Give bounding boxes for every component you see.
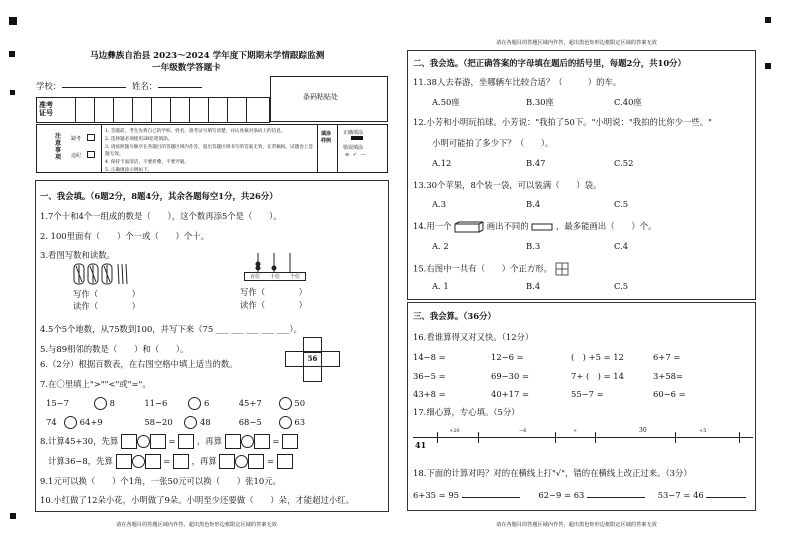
registration-mark — [765, 63, 771, 69]
question-16: 16.看谁算得又对又快。（12分） — [413, 332, 534, 342]
exam-id-cell[interactable] — [75, 98, 95, 122]
q15-options — [432, 281, 628, 291]
question-8a: 8.计算45+30，先算 = ，再算 = — [40, 434, 298, 449]
question-1: 1.7个十和4个一组成的数是（ ），这个数再添5个是（ ）。 — [40, 211, 282, 221]
q7-expr: 45+7 — [238, 398, 262, 408]
q3-read-1: 读作（ ） — [73, 301, 140, 311]
calc-item: 40+17 = — [491, 389, 530, 399]
note-line: 2. 选择题必须使用2B铅笔填涂。 — [105, 136, 173, 142]
q14-mid: 画出不同的 — [486, 221, 529, 231]
registration-mark — [10, 90, 15, 95]
option[interactable]: C.5 — [614, 281, 629, 291]
answer-box[interactable] — [248, 454, 264, 469]
name-field[interactable] — [158, 87, 202, 88]
exam-id-cell[interactable] — [151, 98, 171, 122]
q18-items — [413, 490, 746, 500]
question-15 — [413, 262, 569, 276]
option[interactable]: A.50座 — [432, 97, 460, 107]
q7-expr: 6 — [204, 398, 210, 408]
option[interactable]: B.3 — [526, 241, 541, 251]
question-7: 7.在〇里填上">""<"或"="。 — [40, 379, 151, 389]
question-12b: 小明可能拍了多少下？（ ）。 — [432, 138, 554, 148]
violation-checkbox[interactable] — [87, 151, 95, 158]
q7-expr: 15−7 — [46, 398, 70, 408]
compare-circle[interactable] — [279, 416, 292, 429]
question-17: 17.细心算，专心填。（5分） — [413, 407, 520, 417]
notes-side-label: 注意事项 — [55, 133, 62, 161]
section-2-heading: 二、我会选。（把正确答案的字母填在题后的括号里，每题2分，共10分） — [413, 58, 686, 68]
cuboid-icon — [454, 221, 484, 233]
registration-mark — [10, 513, 16, 519]
option[interactable]: B.30座 — [526, 97, 554, 107]
note-line: 5. 正确填涂示例如下。 — [105, 167, 153, 173]
operator-circle[interactable] — [137, 435, 150, 448]
chart-cell[interactable] — [285, 351, 304, 367]
exam-id-cell[interactable] — [113, 98, 133, 122]
section-1-heading: 一、我会填。（6题2分，8题4分，其余各题每空1分，共26分） — [40, 191, 278, 201]
option[interactable]: B.4 — [526, 281, 541, 291]
question-11: 11.38人去春游，坐哪辆车比较合适？（ ）的车。 — [413, 77, 622, 87]
school-label: 学校： — [36, 81, 62, 91]
compare-circle[interactable] — [64, 416, 77, 429]
option[interactable]: B.4 — [526, 199, 541, 209]
q12-options — [432, 158, 633, 168]
sample-label: 填涂样例 — [321, 131, 332, 144]
operator-circle[interactable] — [235, 455, 248, 468]
answer-box[interactable] — [145, 454, 161, 469]
q7-expr: 48 — [200, 417, 211, 427]
q14-suffix: ，最多能画出（ ）个。 — [556, 221, 657, 231]
tens-label: 十位 — [269, 274, 280, 280]
question-13: 13.30个苹果，8个装一袋，可以装满（ ）袋。 — [413, 180, 602, 190]
barcode-label: 条码粘贴处 — [303, 93, 338, 101]
q8a-prefix: 8.计算45+30，先算 — [40, 436, 119, 446]
compare-circle[interactable] — [184, 416, 197, 429]
operator-circle[interactable] — [132, 455, 145, 468]
q11-options — [432, 96, 642, 108]
stick-bundles — [73, 262, 129, 290]
chain-op: + — [573, 428, 578, 434]
question-2: 2. 100里面有（ ）个一或（ ）个十。 — [40, 231, 210, 241]
chart-cell-56: 56 — [303, 351, 322, 367]
barcode-area — [270, 76, 388, 122]
q14-options — [432, 241, 628, 251]
sample-wrong-label: 错误填涂 — [343, 145, 364, 151]
chain-start: 41 — [415, 440, 427, 450]
ones-label: 个位 — [289, 274, 300, 280]
wrong-sample-marks: ⊘ ✓ — — [345, 152, 367, 158]
q7-expr: 74 — [46, 417, 57, 427]
question-9: 9.1元可以换（ ）个1角，一张50元可以换（ ）张10元。 — [40, 476, 281, 486]
calc-item: 36−5 = — [413, 371, 446, 381]
question-10: 10.小红做了12朵小花，小明做了9朵。小明至少还要做（ ）朵，才能超过小红。 — [40, 495, 355, 505]
notes-lines — [105, 128, 315, 175]
q3-write-2: 写作（ ） — [240, 287, 307, 297]
calc-item: 7+ ( ) = 14 — [571, 371, 624, 381]
calc-item: 69−30 = — [491, 371, 530, 381]
answer-box[interactable] — [116, 454, 132, 469]
compare-circle[interactable] — [279, 397, 292, 410]
question-8b: 计算36−8，先算 = ，再算 = — [48, 454, 293, 469]
answer-box[interactable] — [173, 454, 189, 469]
violation-label: 违纪 — [71, 153, 82, 159]
exam-id-cell[interactable] — [208, 98, 228, 122]
q14-prefix: 14.用一个 — [413, 221, 452, 231]
exam-id-cell[interactable] — [170, 98, 190, 122]
q18-expr: 62−9 = 63 — [538, 490, 585, 500]
rectangle-icon — [531, 223, 553, 231]
q8b-mid: ，再算 — [191, 456, 217, 466]
q18-answer-line[interactable] — [587, 497, 645, 498]
q7-expr: 63 — [294, 417, 306, 427]
exam-id-cell[interactable] — [246, 98, 266, 122]
chart-cell[interactable] — [303, 366, 322, 382]
exam-id-cell[interactable] — [132, 98, 152, 122]
calc-item: 60−6 = — [653, 389, 686, 399]
calc-row — [413, 351, 713, 370]
exam-id-grid[interactable] — [36, 97, 270, 123]
calc-item: 55−7 = — [571, 389, 604, 399]
calc-item: 3+58= — [653, 371, 684, 381]
question-4: 4.5个5个地数，从75数到100，并写下来（75 ___ ___ ___ ___ ___）。 — [40, 324, 302, 334]
exam-id-label: 准考证号 — [39, 100, 53, 117]
section-3-heading: 三、我会算。（36分） — [413, 311, 496, 321]
answer-box[interactable] — [277, 454, 293, 469]
exam-id-cell[interactable] — [94, 98, 114, 122]
calc-row — [413, 370, 713, 389]
calc-item: 14−8 = — [413, 352, 446, 362]
question-5: 5.与89相邻的数是（ ）和（ ）。 — [40, 344, 189, 354]
hundred-chart-cross — [285, 337, 339, 383]
q18-answer-line[interactable] — [462, 497, 520, 498]
sample-correct-label: 正确填涂 — [343, 130, 364, 136]
q15-text: 15.右图中一共有（ ）个正方形。 — [413, 263, 552, 274]
operator-circle[interactable] — [241, 435, 254, 448]
question-18: 18.下面的计算对吗？对的在横线上打"√"，错的在横线上改正过来。（3分） — [413, 468, 692, 478]
note-line: 3. 请按照题号顺序在各题目的答题区域内作答，超出答题区域书写的答案无效，在草稿纸、试题卷上答题无效。 — [105, 144, 313, 158]
stick-bundle-icon — [73, 262, 129, 286]
q7-expr: 50 — [294, 398, 306, 408]
exam-subtitle: 一年级数学答题卡 — [152, 63, 221, 73]
chain-op: 30 — [639, 427, 647, 434]
q13-options — [432, 199, 628, 209]
option[interactable]: C.52 — [614, 158, 634, 168]
answer-box[interactable] — [219, 454, 235, 469]
name-label: 姓名： — [132, 81, 158, 91]
option[interactable]: C.5 — [614, 199, 629, 209]
hundreds-label: 百位 — [249, 274, 260, 280]
question-14 — [413, 220, 657, 233]
calc-item: ( ) +5 = 12 — [571, 352, 624, 362]
chart-cell[interactable] — [321, 351, 340, 367]
right-footer-note: 请在各题目的答题区域内作答，超出黑色矩形边框限定区域的答案无效 — [496, 522, 657, 528]
answer-box[interactable] — [121, 434, 137, 449]
q3-write-1: 写作（ ） — [73, 289, 140, 299]
calc-item: 6+7 = — [653, 352, 681, 362]
note-line: 4. 保持卡面清洁，不要折叠、不要弄破。 — [105, 160, 189, 166]
calc-item: 12−6 = — [491, 352, 524, 362]
question-12: 12.小芳和小明玩拍球。小芳说："我拍了50下。"小明说："我拍的比你少一些。" — [413, 117, 713, 127]
exam-id-cell[interactable] — [227, 98, 247, 122]
compare-circle[interactable] — [188, 397, 201, 410]
q7-expr: 11−6 — [144, 398, 168, 408]
left-footer-note: 请在各题目的答题区域内作答，超出黑色矩形边框限定区域的答案无效 — [116, 522, 277, 528]
right-top-note: 请在各题目的答题区域内作答，超出黑色矩形边框限定区域的答案无效 — [496, 40, 657, 46]
option[interactable]: A. 1 — [432, 281, 449, 291]
q18-expr: 53−7 = 46 — [657, 490, 704, 500]
chain-calculation — [413, 428, 753, 450]
q7-row-1 — [46, 397, 305, 410]
chain-op: +5 — [699, 428, 707, 434]
q8a-mid: ，再算 — [196, 436, 223, 446]
option[interactable]: A. 2 — [432, 241, 449, 251]
answer-box[interactable] — [178, 434, 194, 449]
calc-grid — [413, 351, 713, 408]
q7-expr: 8 — [109, 398, 116, 408]
q18-expr: 6+35 = 95 — [413, 490, 460, 500]
answer-box[interactable] — [225, 434, 241, 449]
note-line: 1. 答题前，考生先将自己的学校、姓名、准考证号填写清楚，并认真核对条码上的信息。 — [105, 129, 286, 134]
compare-circle[interactable] — [94, 397, 107, 410]
exam-id-cell[interactable] — [189, 98, 209, 122]
q7-expr: 64+9 — [79, 417, 103, 427]
option[interactable]: A.3 — [432, 199, 447, 209]
registration-mark — [9, 51, 15, 57]
registration-mark — [9, 17, 17, 25]
option[interactable]: B.47 — [526, 158, 546, 168]
filled-sample-mark — [351, 136, 363, 140]
school-field[interactable] — [62, 87, 126, 88]
chain-op: −6 — [519, 428, 527, 434]
registration-mark — [765, 17, 771, 23]
notes-box — [36, 124, 388, 173]
exam-title: 马边彝族自治县 2023～2024 学年度下期期末学情跟踪监测 — [90, 51, 325, 61]
option[interactable]: A.12 — [432, 158, 452, 168]
q7-expr: 58−20 — [144, 417, 173, 427]
abacus-figure — [240, 253, 308, 279]
question-6: 6.（2分）根据百数表，在右图空格中填上适当的数。 — [40, 359, 238, 369]
absent-label: 缺考 — [71, 136, 82, 142]
answer-box[interactable] — [254, 434, 270, 449]
answer-box[interactable] — [150, 434, 166, 449]
option[interactable]: C.4 — [614, 241, 629, 251]
calc-item: 43+8 = — [413, 389, 446, 399]
q3-read-2: 读作（ ） — [240, 300, 307, 310]
q7-row-2 — [46, 416, 305, 429]
answer-box[interactable] — [282, 434, 298, 449]
question-3: 3.看图写数和读数。 — [40, 250, 115, 260]
square-grid-icon — [555, 262, 569, 276]
q7-expr: 68−5 — [238, 417, 262, 427]
chain-op: +20 — [449, 428, 460, 434]
abacus-icon — [240, 253, 308, 273]
q8b-prefix: 计算36−8，先算 — [48, 456, 113, 466]
absent-checkbox[interactable] — [87, 134, 95, 141]
option[interactable]: C.40座 — [614, 97, 642, 107]
q18-answer-line[interactable] — [706, 497, 746, 498]
